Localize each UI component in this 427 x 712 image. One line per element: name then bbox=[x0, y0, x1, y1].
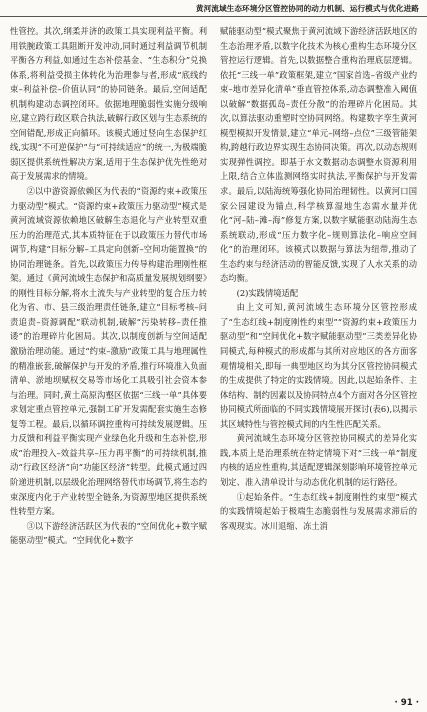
running-title: 黄河流域生态环境分区管控协同的动力机制、运行模式与优化进路 bbox=[195, 4, 419, 13]
body-paragraph: 黄河流域生态环境分区管控协同模式的差异化实践,本质上是治理系统在特定情境下对“三线一单”制度内核的适应性重构,其适配逻辑深刻影响环境管控单元划定、准入清单设计与动态优化机制的运行路径。 bbox=[220, 433, 417, 487]
page-number: · 91 · bbox=[394, 698, 419, 708]
right-column bbox=[220, 24, 417, 658]
body-paragraph: ②以中游资源依赖区为代表的“资源约束+政策压力驱动型”模式。“资源约束+政策压力驱动型”模式是黄河流域资源依赖地区破解生态退化与产业转型双重压力的治理范式,其本质特征在于以政策压力替代市场调节,构建“目标分解–工具定向创新–空间功能置换”的协同治理链条。首先,以政策压力传导构建治理刚性框架。通过《黄河流域生态保护和高质量发展规划纲要》的刚性目标分解,将水土流失与产业转型的复合压力转化为省、市、县三级治理责任链条,建立“目标考核–问责追责–资源调配”联动机制,破解“污染转移–责任推诿”的治理碎片化困局。其次,以制度创新与空间适配激励治理动能。通过“约束–激励”政策工具与地理属性的精准嵌套,破解保护与开发的矛盾,推行环境准入负面清单、淤地坝赋权交易等市场化工具吸引社会资本参与治理。同时,黄土高原沟壑区依据“三线一单”具体要求划定重点管控单元,强制工矿开发需配套实施生态修复等工程。最后,以循环调控重构可持续发展逻辑。压力反馈和利益平衡实现产业绿色化升级和生态补偿,形成“治理投入–效益共享–压力再平衡”的可持续机制,推动“行政区经济”向“功能区经济”转型。此模式通过四阶递进机制,以层级化治理网络替代市场调节,将生态约束深度内化于产业转型全链条,为资源型地区提供系统性转型方案。 bbox=[10, 186, 207, 517]
body-paragraph: 性管控。其次,纲柔并济的政策工具实现利益平衡。利用铁腕政策工具阻断开发冲动,同时通过利益调节机制平衡各方利益,如通过生态补偿基金、“生态积分”兑换体系,将利益受损主体转化为治理参与者,形成“底线约束–利益补偿–价值认同”的协同链条。最后,空间适配机制构建动态调控闭环。依据地理脆弱性实施分级响应,建立跨行政区联合执法,破解行政区划与生态系统的空间错配,形成正向循环。该模式通过竖向生态保护红线,实现“不可逆保护”与“可持续适应”的统一,为极端脆弱区提供系统性解决方案,适用于生态保护优先性绝对高于发展需求的情境。 bbox=[10, 26, 207, 182]
body-paragraph: 由上文可知,黄河流域生态环境分区管控形成了“生态红线+制度刚性约束型”“资源约束+政策压力驱动型”和“空间优化+数字赋能驱动型”三类差异化协同模式,每种模式的形成都与其所对应地区的各方面客观情境相关,即每一典型地区均为其分区管控协同模式的生成提供了特定的实践情境。因此,以起始条件、主体结构、制约因素以及协同特点4个方面对各分区管控协同模式所面临的不同实践情境展开探讨(表6),以揭示其区域特性与管控模式间的内生性匹配关系。 bbox=[220, 302, 417, 429]
body-paragraph: ③以下游经济活跃区为代表的“空间优化+数字赋能驱动型”模式。“空间优化+数字 bbox=[10, 520, 207, 546]
section-subheading: (2)实践情境适配 bbox=[236, 287, 299, 298]
running-header bbox=[0, 0, 427, 17]
body-paragraph: 赋能驱动型”模式聚焦于黄河流域下游经济活跃地区的生态治理矛盾,以数字化技术为核心重构生态环境分区管控运行逻辑。首先,以数据整合重构治理底层逻辑。依托“三线一单”政策框架,建立“国家首选–省级产业约束–地市差异化清单”垂直管控体系,动态调整准入阈值以破解“数据孤岛–责任分散”的治理碎片化困局。其次,以算法驱动重塑时空协同网络。构建数字孪生黄河模型模拟开发情景,建立“单元–网络–点位”三级管能架构,跨越行政边界实现生态协同决策。再次,以动态规则实现弹性调控。即基于水文数据动态调整水资源利用上限,结合立体监测网络实时执法,平衡保护与开发需求。最后,以陆海统筹强化协同治理韧性。以黄河口国家公园建设为锚点,科学核算湿地生态需水量并优化“河–陆–滩–海”修复方案,以数字赋能驱动陆海生态系统联动,形成“压力数字化–规则算法化–响应空间化”的治理闭环。该模式以数据与算法为纽带,推动了生态约束与经济活动的智能反馈,实现了人水关系的动态均衡。 bbox=[220, 26, 417, 284]
left-column bbox=[10, 24, 207, 658]
body-paragraph: ①起始条件。“生态红线+制度刚性约束型”模式的实践情境起始于极端生态脆弱性与发展需求滞后的客观现实。冰川退缩、冻土消 bbox=[220, 491, 417, 531]
